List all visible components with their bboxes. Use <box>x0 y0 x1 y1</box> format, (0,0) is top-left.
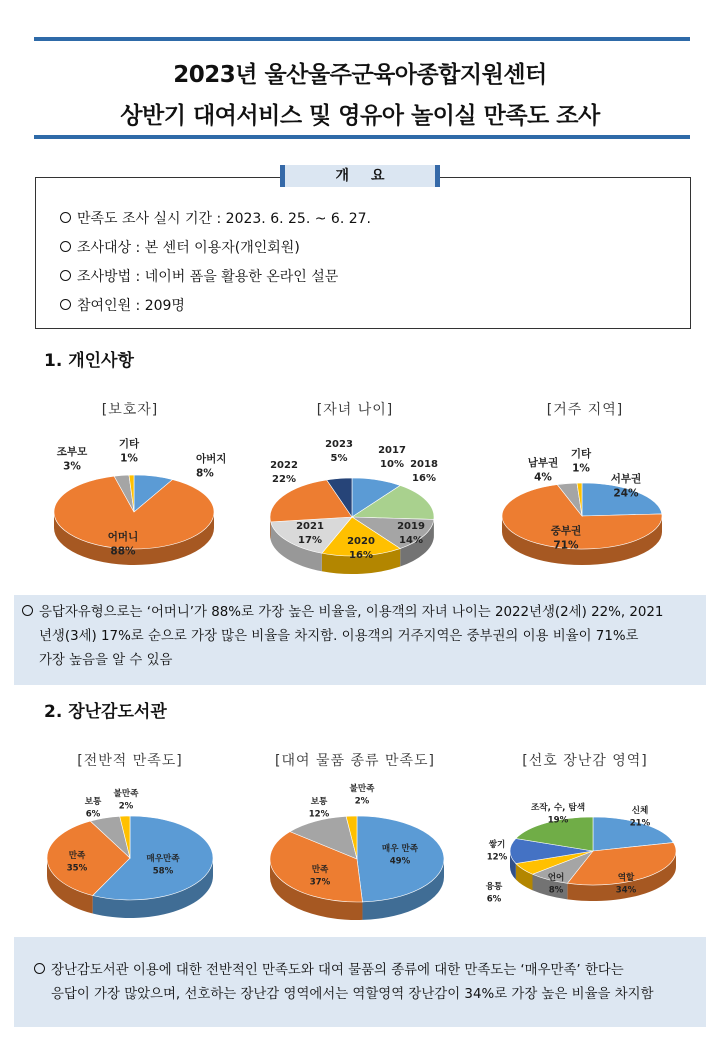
pie-value-label: 12% <box>308 809 330 820</box>
summary-box-2 <box>14 937 706 1027</box>
pie-value-label: 21% <box>629 818 651 829</box>
pie-value-label: 2% <box>354 796 370 807</box>
pie-value-label: 24% <box>613 487 639 500</box>
pie-value-label: 49% <box>389 856 411 867</box>
pie-value-label: 1% <box>120 452 138 465</box>
pie-label: 조부모 <box>56 446 88 458</box>
title-line-1: 2023년 울산울주군육아종합지원센터 <box>173 62 547 88</box>
pie-label: 2017 <box>378 445 406 456</box>
pie-value-label: 35% <box>66 863 88 874</box>
pie-value-label: 34% <box>615 885 637 896</box>
pie-value-label: 6% <box>486 894 502 905</box>
pie-value-label: 1% <box>572 462 590 475</box>
pie-label: 쌓기 <box>488 840 506 850</box>
pie-label: 2020 <box>347 536 375 547</box>
pie-value-label: 4% <box>534 471 552 484</box>
section-2-heading: 2. 장난감도서관 <box>44 702 167 722</box>
overview-item-text: 만족도 조사 실시 기간 : 2023. 6. 25. ~ 6. 27. <box>77 211 371 227</box>
pie-label: 언어 <box>547 873 565 883</box>
bullet-circle-icon <box>34 963 45 974</box>
pie-value-label: 19% <box>547 815 569 826</box>
summary-text: 가장 높음을 알 수 있음 <box>39 653 173 668</box>
pie-label: 조작, 수, 탐색 <box>530 803 586 813</box>
chart-title: [전반적 만족도] <box>77 753 183 769</box>
pie-label: 2021 <box>296 521 324 532</box>
pie-label: 어머니 <box>107 531 139 543</box>
summary-text: 년생(3세) 17%로 순으로 가장 많은 비율을 차지함. 이용객의 거주지역은 중부권의 이용 비율이 71%로 <box>39 629 639 644</box>
pie-label: 2018 <box>410 459 438 470</box>
pie-label: 기타 <box>570 448 592 460</box>
pie-label: 보통 <box>310 797 328 807</box>
pie-value-label: 6% <box>85 809 101 820</box>
overview-item-text: 조사방법 : 네이버 폼을 활용한 온라인 설문 <box>77 269 339 285</box>
pie-label: 매우만족 <box>146 854 180 864</box>
pie-value-label: 88% <box>110 545 136 558</box>
pie-label: 서부권 <box>610 473 642 485</box>
pie-value-label: 16% <box>412 473 436 484</box>
overview-item-text: 조사대상 : 본 센터 이용자(개인회원) <box>77 240 300 256</box>
summary-text: 장난감도서관 이용에 대한 전반적인 만족도와 대여 물품의 종류에 대한 만족도는 ‘매우만족’ 한다는 <box>51 963 624 978</box>
pie-label: 보통 <box>84 797 102 807</box>
chart-title: [보호자] <box>101 402 159 418</box>
pie-value-label: 37% <box>309 877 331 888</box>
pie-value-label: 8% <box>548 885 564 896</box>
pie-label: 신체 <box>631 806 649 816</box>
chart-title: [선호 장난감 영역] <box>522 753 648 769</box>
pie-value-label: 5% <box>330 453 348 464</box>
chart-title: [거주 지역] <box>546 402 624 418</box>
pie-label: 불만족 <box>113 789 139 799</box>
chart-title: [자녀 나이] <box>316 402 394 418</box>
title-line-2: 상반기 대여서비스 및 영유아 놀이실 만족도 조사 <box>120 103 600 129</box>
summary-text: 응답이 가장 많았으며, 선호하는 장난감 영역에서는 역할영역 장난감이 34%로 가장 높은 비율을 차지함 <box>51 987 654 1002</box>
pie-value-label: 16% <box>349 550 373 561</box>
pie-label: 역할 <box>617 873 635 883</box>
pie-value-label: 14% <box>399 535 423 546</box>
pie-label: 만족 <box>311 865 329 875</box>
pie-value-label: 3% <box>63 460 81 473</box>
section-1-heading: 1. 개인사항 <box>44 351 134 371</box>
pie-label: 2019 <box>397 521 425 532</box>
pie-value-label: 2% <box>118 801 134 812</box>
summary-text: 응답자유형으로는 ‘어머니’가 88%로 가장 높은 비율을, 이용객의 자녀 나이는 2022년생(2세) 22%, 2021 <box>39 605 664 620</box>
summary-line <box>34 983 698 1007</box>
pie-value-label: 71% <box>553 539 579 552</box>
summary-line <box>34 959 698 983</box>
pie-value-label: 58% <box>152 866 174 877</box>
pie-value-label: 17% <box>298 535 322 546</box>
pie-label: 2023 <box>325 439 353 450</box>
pie-label: 기타 <box>118 438 140 450</box>
chart-title: [대여 물품 종류 만족도] <box>275 753 435 769</box>
pie-label: 불만족 <box>349 784 375 794</box>
pie-label: 매우 만족 <box>381 844 419 854</box>
pie-label: 만족 <box>68 851 86 861</box>
overview-item-text: 참여인원 : 209명 <box>77 298 185 314</box>
pie-label: 중부권 <box>550 525 582 537</box>
pie-value-label: 10% <box>380 459 404 470</box>
pie-value-label: 12% <box>486 852 508 863</box>
pie-label: 융통 <box>485 882 503 892</box>
pie-value-label: 8% <box>196 467 214 480</box>
overview-tab: 개요 <box>280 165 440 187</box>
pie-label: 아버지 <box>196 453 227 465</box>
pie-value-label: 22% <box>272 474 296 485</box>
pie-label: 남부권 <box>527 457 559 469</box>
pie-label: 2022 <box>270 460 298 471</box>
